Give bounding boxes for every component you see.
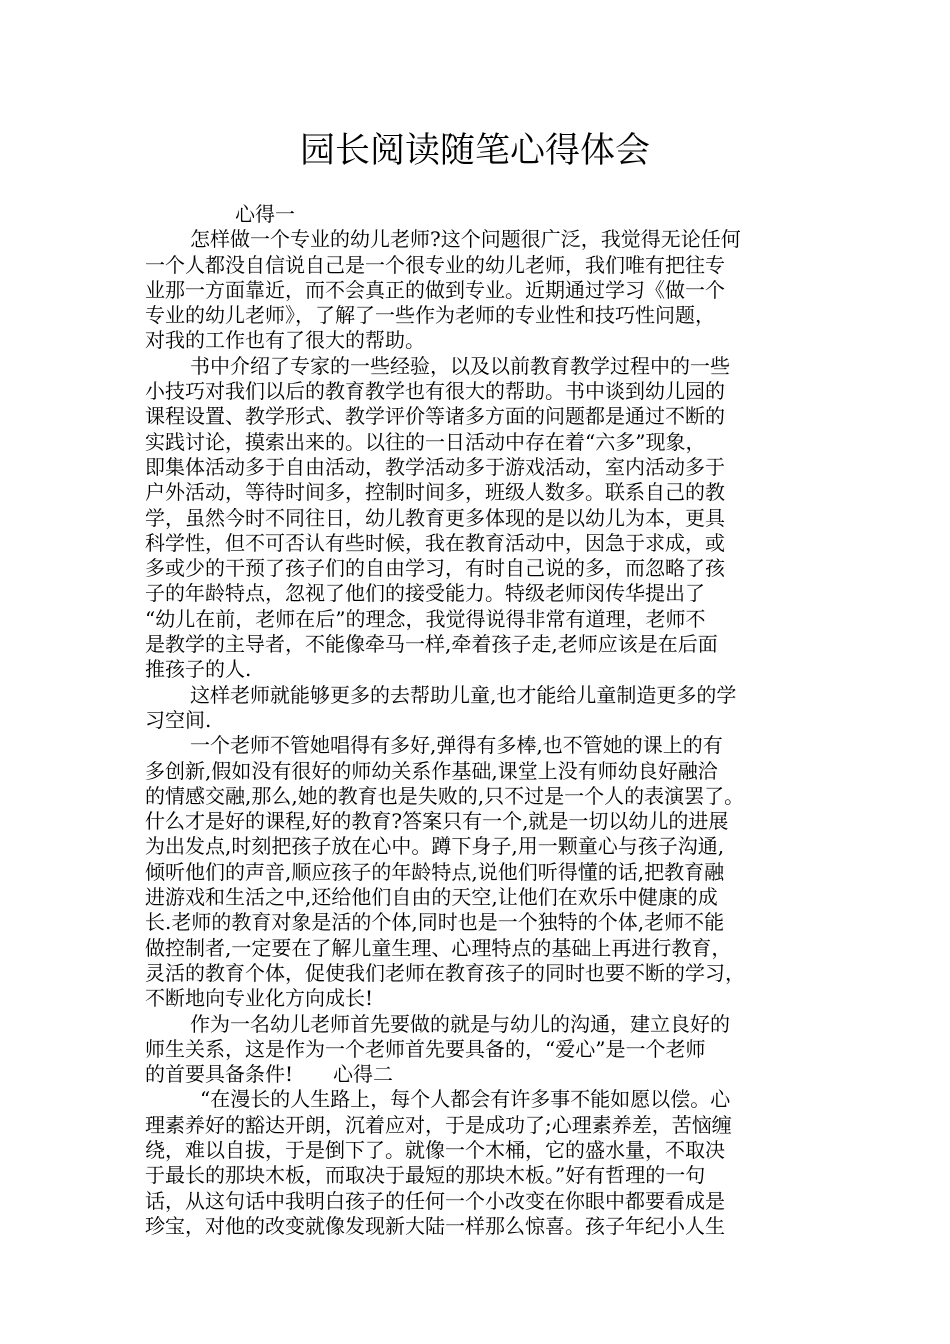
text-line: 于最长的那块木板，而取决于最短的那块木板。”好有哲理的一句 [145, 1163, 706, 1188]
text-line: 什么才是好的课程,好的教育?答案只有一个,就是一切以幼儿的进展 [145, 809, 729, 834]
text-line: 学，虽然今时不同往日，幼儿教育更多体现的是以幼儿为本，更具 [145, 505, 725, 530]
text-line: 不断地向专业化方向成长! [145, 986, 374, 1011]
text-line: 这样老师就能够更多的去帮助儿童,也才能给儿童制造更多的学 [190, 682, 737, 707]
document-title: 园长阅读随笔心得体会 [299, 131, 650, 171]
text-line: 的情感交融,那么,她的教育也是失败的,只不过是一个人的表演罢了。 [145, 783, 745, 808]
text-line: 理素养好的豁达开朗，沉着应对，于是成功了;心理素养差，苦恼缠 [145, 1112, 732, 1137]
text-line: 专业的幼儿老师》，了解了一些作为老师的专业性和技巧性问题， [145, 303, 715, 328]
text-line: 即集体活动多于自由活动，教学活动多于游戏活动，室内活动多于 [145, 454, 725, 479]
text-line: 课程设置、教学形式、教学评价等诸多方面的问题都是通过不断的 [145, 404, 725, 429]
text-line: 一个老师不管她唱得有多好,弹得有多棒,也不管她的课上的有 [190, 733, 723, 758]
text-line: 长.老师的教育对象是活的个体,同时也是一个独特的个体,老师不能 [145, 910, 725, 935]
text-line: 对我的工作也有了很大的帮助。 [145, 328, 425, 353]
text-line: 进游戏和生活之中,还给他们自由的天空,让他们在欢乐中健康的成 [145, 885, 718, 910]
text-line: 推孩子的人. [145, 657, 252, 682]
text-line: 的首要具备条件! 心得二 [145, 1062, 394, 1087]
section-heading: 心得一 [235, 202, 295, 226]
text-line: 科学性，但不可否认有些时候，我在教育活动中，因急于求成，或 [145, 530, 725, 555]
text-line: 倾听他们的声音,顺应孩子的年龄特点,说他们听得懂的话,把教育融 [145, 859, 725, 884]
text-line: 户外活动，等待时间多，控制时间多，班级人数多。联系自己的教 [145, 480, 725, 505]
text-line: “在漫长的人生路上，每个人都会有许多事不能如愿以偿。心 [200, 1087, 731, 1112]
text-line: 作为一名幼儿老师首先要做的就是与幼儿的沟通，建立良好的 [190, 1011, 730, 1036]
text-line: 实践讨论，摸索出来的。以往的一日活动中存在着“六多”现象， [145, 429, 706, 454]
text-line: 珍宝，对他的改变就像发现新大陆一样那么惊喜。孩子年纪小人生 [145, 1213, 725, 1238]
text-line: “幼儿在前，老师在后”的理念，我觉得说得非常有道理，老师不 [145, 606, 706, 631]
text-line: 怎样做一个专业的幼儿老师?这个问题很广泛，我觉得无论任何 [190, 227, 741, 252]
text-line: 做控制者,一定要在了解儿童生理、心理特点的基础上再进行教育， [145, 935, 732, 960]
text-line: 灵活的教育个体，促使我们老师在教育孩子的同时也要不断的学习， [145, 960, 745, 985]
text-line: 一个人都没自信说自己是一个很专业的幼儿老师，我们唯有把往专 [145, 252, 725, 277]
text-line: 绕，难以自拔，于是倒下了。就像一个木桶，它的盛水量，不取决 [145, 1137, 725, 1162]
text-line: 小技巧对我们以后的教育教学也有很大的帮助。书中谈到幼儿园的 [145, 379, 725, 404]
document-body [145, 202, 810, 1239]
text-line: 业那一方面靠近，而不会真正的做到专业。近期通过学习《做一个 [145, 277, 725, 302]
text-line: 子的年龄特点，忽视了他们的接受能力。特级老师闵传华提出了 [145, 581, 705, 606]
text-line: 为出发点,时刻把孩子放在心中。蹲下身子,用一颗童心与孩子沟通, [145, 834, 725, 859]
text-line: 话，从这句话中我明白孩子的任何一个小改变在你眼中都要看成是 [145, 1188, 725, 1213]
text-line: 是教学的主导者，不能像牵马一样,牵着孩子走,老师应该是在后面 [145, 632, 718, 657]
text-line: 书中介绍了专家的一些经验，以及以前教育教学过程中的一些 [190, 353, 730, 378]
text-line: 师生关系，这是作为一个老师首先要具备的，“爱心”是一个老师 [145, 1036, 706, 1061]
text-line: 多或少的干预了孩子们的自由学习，有时自己说的多，而忽略了孩 [145, 556, 725, 581]
text-line: 多创新,假如没有很好的师幼关系作基础,课堂上没有师幼良好融洽 [145, 758, 718, 783]
text-line: 习空间. [145, 707, 212, 732]
